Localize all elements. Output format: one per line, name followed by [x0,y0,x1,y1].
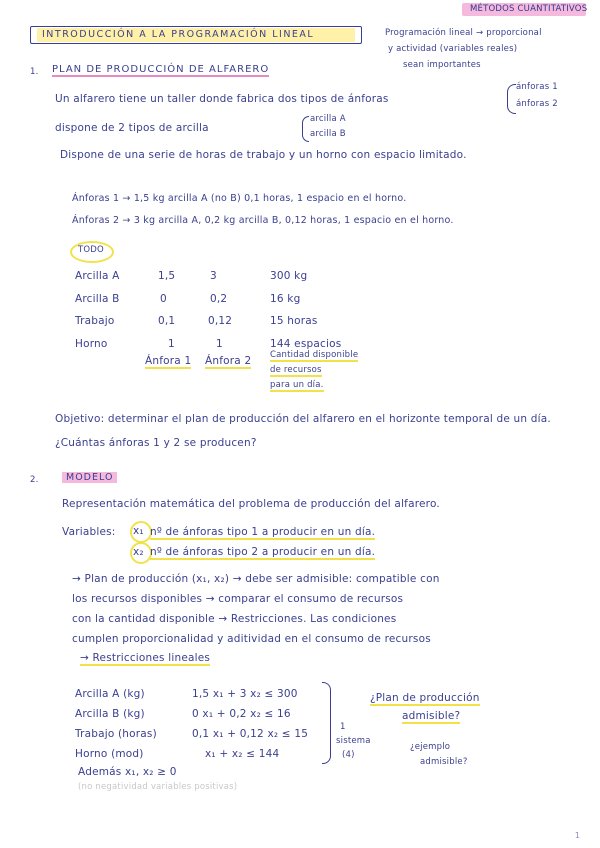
table-cell: Horno [75,338,108,350]
section-1-number: 1. [30,67,39,77]
side-small-3: (4) [342,750,355,760]
side-note-2: y actividad (variables reales) [388,44,518,54]
side-question-2: admisible? [420,757,468,767]
table-cell: 1 [216,338,223,350]
brace-item-2: ánforas 2 [516,99,558,109]
table-note-3: para un día. [270,380,324,390]
table-cell: 16 kg [270,293,301,305]
section-2-heading: MODELO [62,472,117,483]
table-note-2: de recursos [270,365,322,375]
paragraph-1-text: Un alfarero tiene un taller donde fabrica dos tipos de ánforas [55,93,389,105]
side-small-1: 1 [340,722,346,732]
constraint-expr: x₁ + x₂ ≤ 144 [205,748,280,760]
line-anfora-1: Ánforas 1 → 1,5 kg arcilla A (no B) 0,1 horas, 1 espacio en el horno. [72,193,407,204]
constraint-label: Trabajo (horas) [75,728,157,740]
plan-line-4: cumplen proporcionalidad y aditividad en el consumo de recursos [72,633,431,645]
variable-symbol-1: x₁ [133,525,144,537]
table-cell: 3 [210,270,217,282]
table-cell: 144 espacios [270,338,342,350]
side-note-1: Programación lineal → proporcional [385,28,542,38]
brace-item-1: ánforas 1 [516,82,558,92]
clay-item-a: arcilla A [310,114,346,124]
objective-text: Objetivo: determinar el plan de producción del alfarero en el horizonte temporal de un día. ¿Cuántas ánforas 1 y 2 se producen? [55,413,551,449]
table-cell: 0 [160,293,167,305]
table-cell: 1 [168,338,175,350]
page-number: 1 [574,831,580,840]
plan-line-2: los recursos disponibles → comparar el consumo de recursos [72,593,404,605]
table-cell: 0,2 [210,293,228,305]
table-cell: 300 kg [270,270,308,282]
constraint-expr: 0,1 x₁ + 0,12 x₂ ≤ 15 [192,728,309,740]
paragraph-2: dispone de 2 tipos de arcilla [55,122,209,134]
table-label: TODO [78,245,104,255]
side-small-2: sistema [336,736,371,746]
constraint-label: Arcilla A (kg) [75,688,145,700]
table-cell: 0,1 [158,315,176,327]
variable-symbol-2: x₂ [133,546,144,558]
constraint-label: Horno (mod) [75,748,144,760]
question-line-1: ¿Plan de producción [370,692,480,704]
plan-line-3: con la cantidad disponible → Restricciones. Las condiciones [72,613,397,625]
variable-text-2: nº de ánforas tipo 2 a producir en un día. [150,546,376,558]
brace [507,84,516,114]
subject-badge-text: MÉTODOS CUANTITATIVOS [470,4,588,14]
table-cell: 1,5 [158,270,176,282]
clay-brace [302,116,309,142]
variable-text-1: nº de ánforas tipo 1 a producir en un día. [150,526,376,538]
constraints-brace [322,682,331,764]
question-line-2: admisible? [402,710,461,722]
table-cell: Arcilla B [75,293,120,305]
constraint-expr: 1,5 x₁ + 3 x₂ ≤ 300 [192,688,298,700]
side-question-1: ¿ejemplo [410,742,451,752]
paragraph-3: Dispone de una serie de horas de trabajo y un horno con espacio limitado. [60,149,467,161]
ademas-text: Además x₁, x₂ ≥ 0 [78,766,177,778]
constraint-expr: 0 x₁ + 0,2 x₂ ≤ 16 [192,708,291,720]
table-footer-2: Ánfora 2 [205,355,252,367]
variables-label: Variables: [62,526,116,538]
page-title: INTRODUCCIÓN A LA PROGRAMACIÓN LINEAL [42,29,315,40]
section-2-number: 2. [30,475,39,485]
line-anfora-2: Ánforas 2 → 3 kg arcilla A, 0,2 kg arcilla B, 0,12 horas, 1 espacio en el horno. [72,215,454,226]
table-cell: Arcilla A [75,270,120,282]
constraint-label: Arcilla B (kg) [75,708,145,720]
table-cell: 15 horas [270,315,318,327]
table-footer-1: Ánfora 1 [145,355,192,367]
side-note-3: sean importantes [403,60,481,70]
paragraph-1 [55,93,389,105]
table-cell: Trabajo [75,315,115,327]
plan-line-5: → Restricciones lineales [80,652,211,664]
plan-line-1: → Plan de producción (x₁, x₂) → debe ser admisible: compatible con [72,573,440,585]
table-note-1: Cantidad disponible [270,350,359,360]
table-cell: 0,12 [208,315,233,327]
section-1-heading: PLAN DE PRODUCCIÓN DE ALFARERO [52,64,270,75]
ademas-note: (no negatividad variables positivas) [78,782,238,792]
section-2-intro: Representación matemática del problema de producción del alfarero. [62,498,440,510]
clay-item-b: arcilla B [310,129,346,139]
